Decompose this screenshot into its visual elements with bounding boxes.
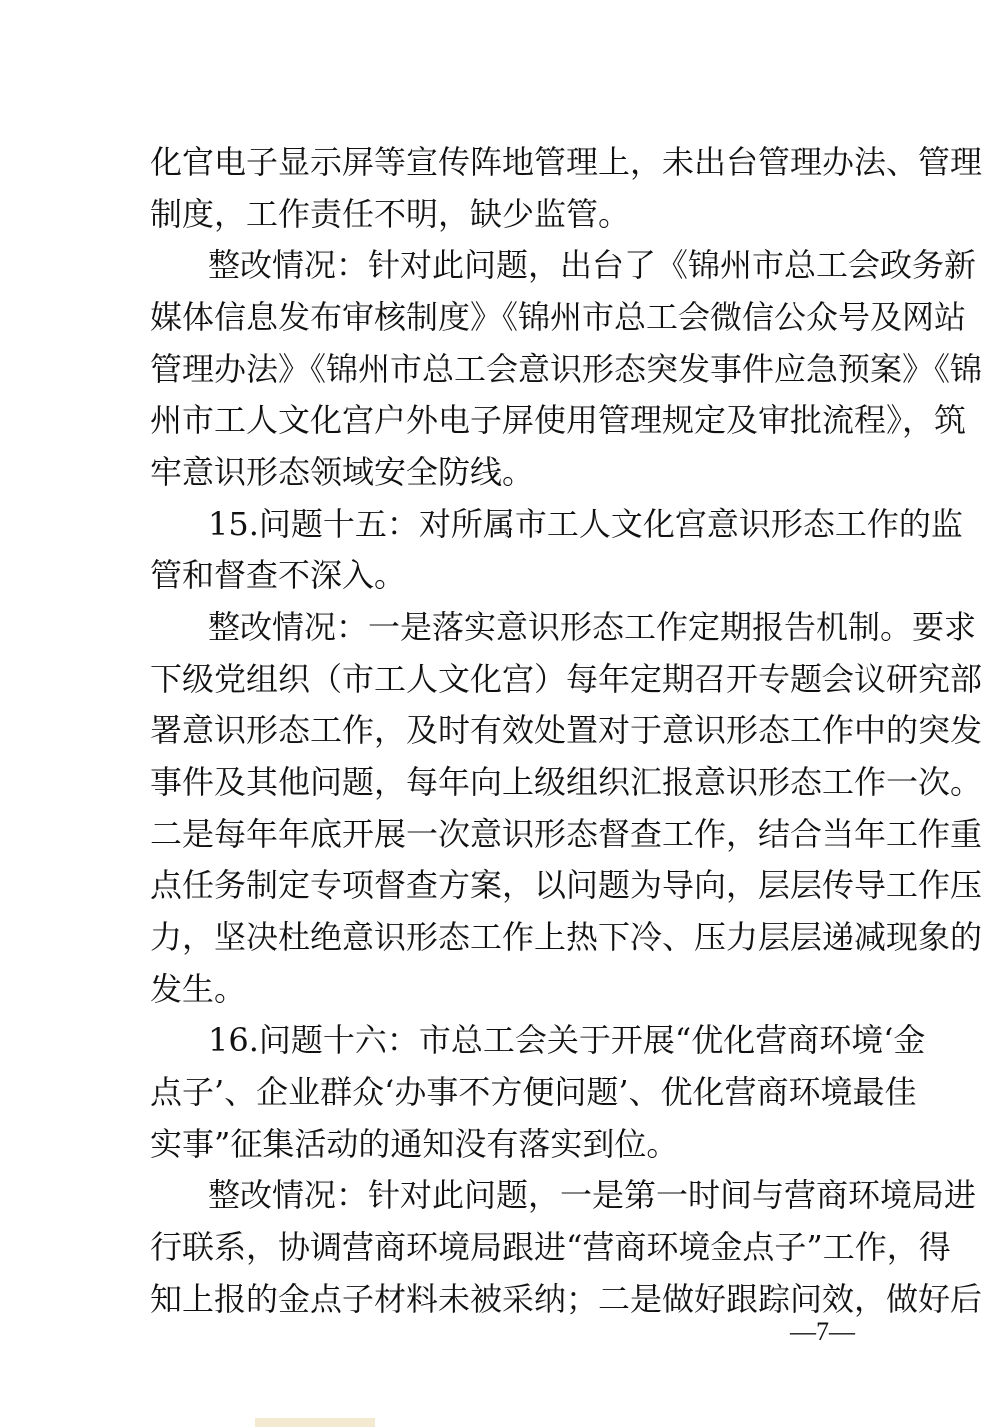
text-line-7: 牢意识形态领域安全防线。 [150,453,535,491]
text-line-9: 管和督查不深入。 [150,556,407,594]
text-line-4: 媒体信息发布审核制度》《锦州市总工会微信公众号及网站 [150,298,967,336]
text-line-2: 制度，工作责任不明，缺少监管。 [150,195,631,233]
text-line-21: 整改情况：针对此问题，一是第一时间与营商环境局进 [208,1176,977,1214]
text-line-16: 力，坚决杜绝意识形态工作上热下冷、压力层层递减现象的 [150,918,983,956]
page-number: —7— [790,1317,855,1346]
text-line-19: 点子’、企业群众‘办事不方便问题’、优化营商环境最佳 [150,1073,917,1111]
text-line-15: 点任务制定专项督查方案，以问题为导向，层层传导工作压 [150,866,983,904]
text-line-22: 行联系，协调营商环境局跟进“营商环境金点子”工作，得 [150,1228,951,1266]
text-line-1: 化官电子显示屏等宣传阵地管理上，未出台管理办法、管理 [150,143,983,181]
text-line-12: 署意识形态工作，及时有效处置对于意识形态工作中的突发 [150,711,983,749]
text-line-23: 知上报的金点子材料未被采纳；二是做好跟踪问效，做好后 [150,1280,983,1318]
text-line-10: 整改情况：一是落实意识形态工作定期报告机制。要求 [208,608,977,646]
heading-problem-15: 15.问题十五：对所属市工人文化宫意识形态工作的监 [208,505,963,543]
scan-artifact [255,1418,375,1427]
text-line-20: 实事”征集活动的通知没有落实到位。 [150,1125,679,1163]
text-line-6: 州市工人文化宫户外电子屏使用管理规定及审批流程》，筑 [150,401,967,439]
text-line-3: 整改情况：针对此问题，出台了《锦州市总工会政务新 [208,246,977,284]
text-line-14: 二是每年年底开展一次意识形态督查工作，结合当年工作重 [150,815,983,853]
text-line-11: 下级党组织（市工人文化宫）每年定期召开专题会议研究部 [150,660,983,698]
heading-problem-16: 16.问题十六：市总工会关于开展“优化营商环境‘金 [208,1021,926,1059]
text-line-13: 事件及其他问题，每年向上级组织汇报意识形态工作一次。 [150,763,983,801]
text-line-5: 管理办法》《锦州市总工会意识形态突发事件应急预案》《锦 [150,350,983,388]
text-line-17: 发生。 [150,970,247,1008]
